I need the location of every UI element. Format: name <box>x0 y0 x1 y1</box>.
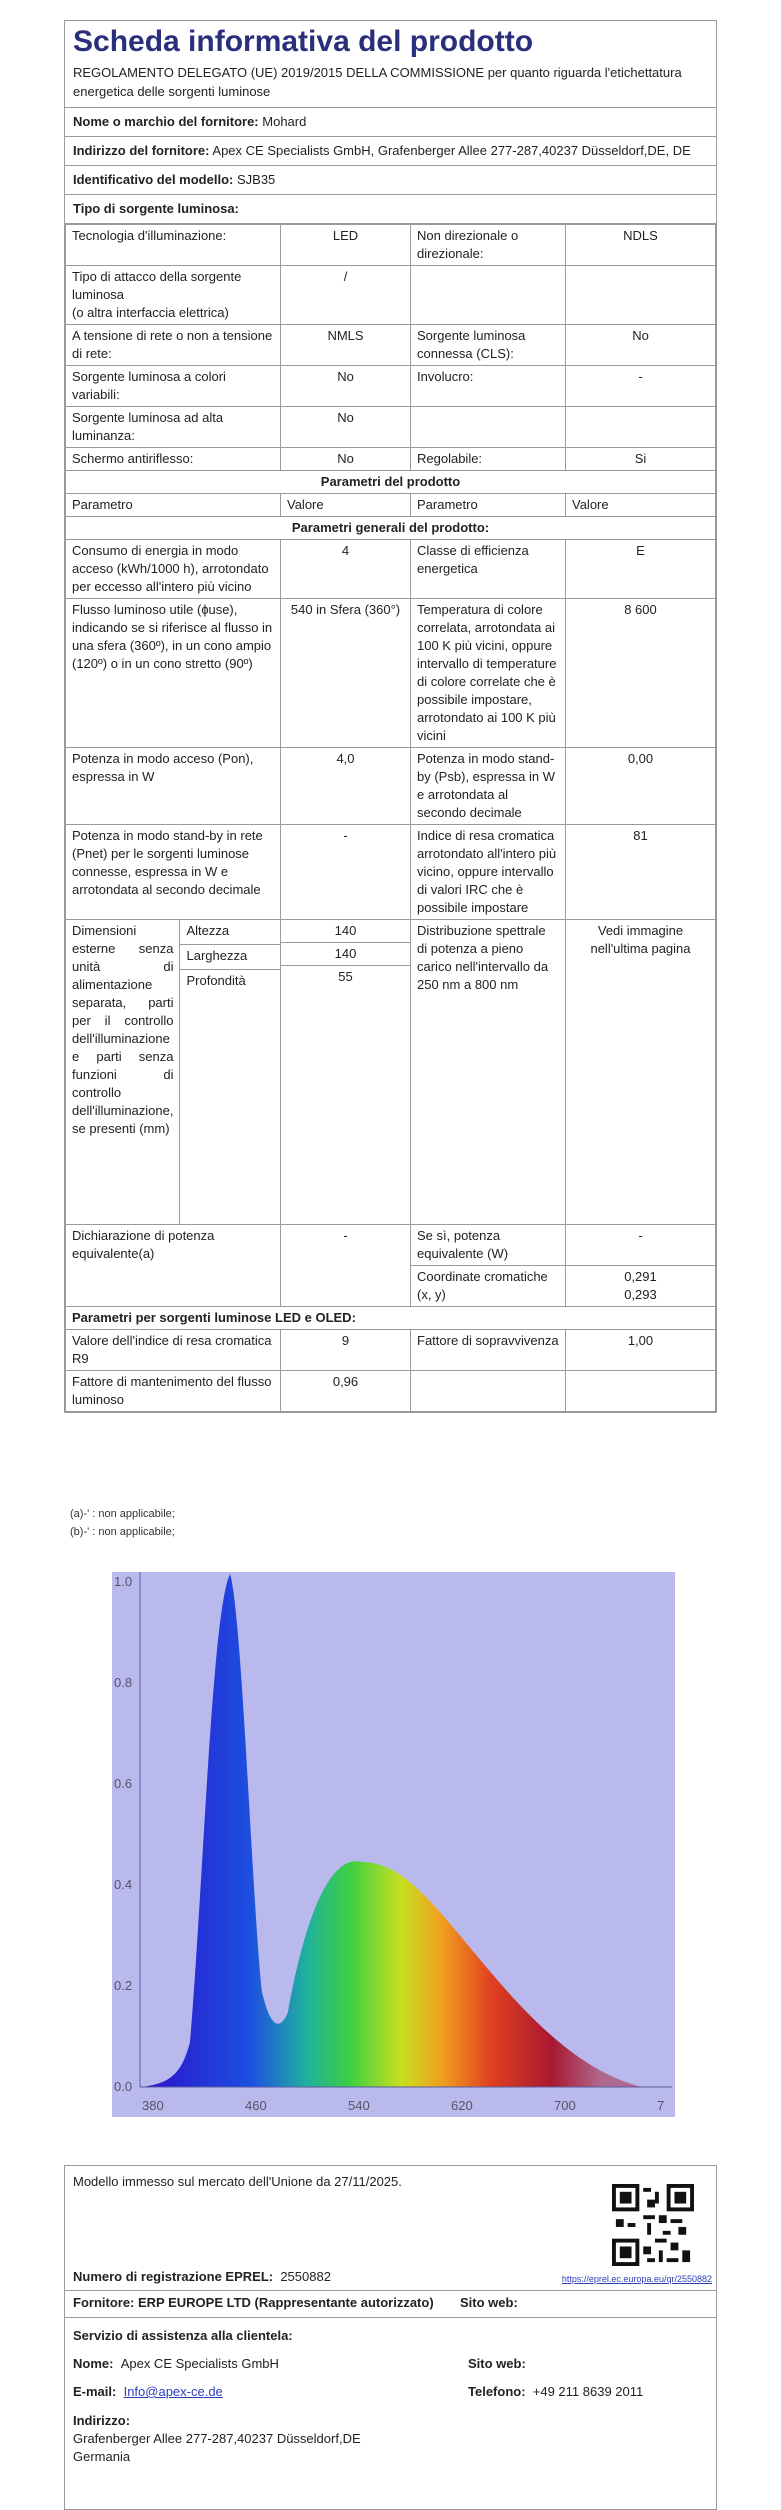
table-row <box>66 448 716 471</box>
param-value: 540 in Sfera (360°) <box>281 599 411 748</box>
table-row <box>66 599 716 748</box>
table-row <box>66 1330 716 1371</box>
param-value: No <box>281 407 411 448</box>
param-label: Potenza in modo stand-by (Psb), espressa in W e arrotondata al secondo decimale <box>411 748 566 825</box>
email-link[interactable]: Info@apex-ce.de <box>123 2384 223 2399</box>
header-param: Parametro <box>66 494 281 517</box>
model-row: Identificativo del modello: SJB35 <box>65 166 716 195</box>
height-label: Altezza <box>180 920 280 944</box>
footnote-b: (b)-' : non applicabile; <box>70 1526 175 1538</box>
param-value: / <box>281 266 411 325</box>
param-label: Flusso luminoso utile (ɸuse), indicando se si riferisce al flusso in una sfera (360º), in un cono ampio (120º) o in un cono stretto (90º) <box>66 599 281 748</box>
param-label: Sorgente luminosa connessa (CLS): <box>411 325 566 366</box>
param-value: No <box>566 325 716 366</box>
param-value: 4,0 <box>281 748 411 825</box>
page-title: Scheda informativa del prodotto <box>73 25 534 58</box>
source-type-heading: Tipo di sorgente luminosa: <box>65 195 716 224</box>
param-value: 81 <box>566 825 716 920</box>
y-tick-label: 0.4 <box>114 1877 133 1892</box>
param-value: 8 600 <box>566 599 716 748</box>
spectral-value: Vedi immagine nell'ultima pagina <box>566 920 716 1225</box>
width-value: 140 <box>281 943 410 966</box>
table-row <box>66 407 716 448</box>
param-value: NMLS <box>281 325 411 366</box>
customer-service: Servizio di assistenza alla clientela: Nome: Apex CE Specialists GmbH Sito web: E-mail: Info@apex-ce.de Telefono: +49 211 8639 2011 Indirizzo: Grafenberger Allee 277-287,40237 Düsseldorf,DE Germania <box>65 2318 716 2470</box>
param-label: Tecnologia d'illuminazione: <box>66 225 281 266</box>
footnotes <box>70 1505 175 1541</box>
x-tick-label: 380 <box>142 2098 164 2113</box>
spectral-distribution-image <box>112 1572 675 2117</box>
param-value: Si <box>566 448 716 471</box>
param-value: 0,96 <box>281 1371 411 1412</box>
param-label: Involucro: <box>411 366 566 407</box>
param-label: Valore dell'indice di resa cromatica R9 <box>66 1330 281 1371</box>
equivalent-power-value: - <box>281 1225 411 1307</box>
param-value: No <box>281 448 411 471</box>
y-tick-label: 0.8 <box>114 1675 133 1690</box>
param-label: Schermo antiriflesso: <box>66 448 281 471</box>
param-value: NDLS <box>566 225 716 266</box>
x-tick-label: 540 <box>348 2098 370 2113</box>
chromaticity-value: 0,291 0,293 <box>566 1266 716 1307</box>
eprel-reg: Numero di registrazione EPREL: 2550882 <box>73 2269 331 2284</box>
market-date: Modello immesso sul mercato dell'Unione da 27/11/2025. <box>73 2174 402 2189</box>
param-value: LED <box>281 225 411 266</box>
table-row <box>66 266 716 325</box>
y-tick-label: 0.0 <box>114 2079 133 2094</box>
depth-label: Profondità <box>186 973 246 988</box>
supplier-row: Nome o marchio del fornitore: Mohard <box>65 108 716 137</box>
dimensions-values <box>281 920 411 1225</box>
y-tick-label: 1.0 <box>114 1574 133 1589</box>
chromaticity-label: Coordinate cromatiche (x, y) <box>411 1266 566 1307</box>
table-row <box>66 366 716 407</box>
param-label: Regolabile: <box>411 448 566 471</box>
param-value: 9 <box>281 1330 411 1371</box>
x-tick-label: 460 <box>245 2098 267 2113</box>
address-row: Indirizzo del fornitore: Apex CE Specialists GmbH, Grafenberger Allee 277-287,40237 Düsseldorf,DE, DE <box>65 137 716 166</box>
address-block: Indirizzo: Grafenberger Allee 277-287,40237 Düsseldorf,DE Germania <box>73 2413 361 2464</box>
table-row <box>66 225 716 266</box>
width-label: Larghezza <box>180 944 280 969</box>
header-value: Valore <box>281 494 411 517</box>
section-led-params: Parametri per sorgenti luminose LED e OLED: <box>66 1307 716 1330</box>
depth-value: 55 <box>338 969 353 984</box>
section-general-params: Parametri generali del prodotto: <box>66 517 716 540</box>
equivalent-w-value: - <box>566 1225 716 1266</box>
table-row <box>66 325 716 366</box>
y-tick-label: 0.6 <box>114 1776 133 1791</box>
param-label: A tensione di rete o non a tensione di rete: <box>66 325 281 366</box>
param-label: Indice di resa cromatica arrotondato all'intero più vicino, oppure intervallo di valori IRC che è possibile impostare <box>411 825 566 920</box>
height-value: 140 <box>281 920 410 943</box>
footnote-a: (a)-' : non applicabile; <box>70 1508 175 1520</box>
table-row <box>66 748 716 825</box>
param-value <box>566 266 716 325</box>
technology-table <box>65 224 716 1412</box>
eprel-supplier-row: Fornitore: ERP EUROPE LTD (Rappresentante autorizzato) Sito web: <box>65 2291 716 2318</box>
param-value <box>566 1371 716 1412</box>
x-tick-label: 700 <box>554 2098 576 2113</box>
y-tick-label: 0.2 <box>114 1978 133 1993</box>
param-label: Sorgente luminosa ad alta luminanza: <box>66 407 281 448</box>
param-label: Temperatura di colore correlata, arrotondata ai 100 K più vicini, oppure intervallo di temperature di colore correlate che è possibile impostare, arrotondato ai 100 K più vicini <box>411 599 566 748</box>
param-label: Sorgente luminosa a colori variabili: <box>66 366 281 407</box>
table-row <box>66 540 716 599</box>
param-label: Consumo di energia in modo acceso (kWh/1000 h), arrotondato per eccesso all'intero più vicino <box>66 540 281 599</box>
dimensions-label: Dimensioni esterne senza unità di alimentazione separata, parti per il controllo dell'illuminazione e parti senza funzioni di controllo dell'illuminazione, se presenti (mm) <box>66 920 180 1224</box>
regulation-subtitle: REGOLAMENTO DELEGATO (UE) 2019/2015 DELLA COMMISSIONE per quanto riguarda l'etichettatura energetica delle sorgenti luminose <box>65 61 716 108</box>
param-value: - <box>281 825 411 920</box>
param-label: Classe di efficienza energetica <box>411 540 566 599</box>
param-label: Tipo di attacco della sorgente luminosa (o altra interfaccia elettrica) <box>66 266 281 325</box>
param-label <box>411 266 566 325</box>
param-value: - <box>566 366 716 407</box>
param-value: 1,00 <box>566 1330 716 1371</box>
param-label: Fattore di sopravvivenza <box>411 1330 566 1371</box>
param-value: No <box>281 366 411 407</box>
table-row <box>66 825 716 920</box>
param-label <box>411 407 566 448</box>
param-value: 0,00 <box>566 748 716 825</box>
param-value: 4 <box>281 540 411 599</box>
eprel-top <box>65 2166 716 2291</box>
param-value <box>566 407 716 448</box>
header-value: Valore <box>566 494 716 517</box>
x-tick-label: 7 <box>657 2098 665 2113</box>
param-label <box>411 1371 566 1412</box>
equivalent-power-label: Dichiarazione di potenza equivalente(a) <box>66 1225 281 1307</box>
x-tick-label: 620 <box>451 2098 473 2113</box>
param-label: Potenza in modo acceso (Pon), espressa in W <box>66 748 281 825</box>
eprel-box <box>64 2165 717 2510</box>
param-label: Non direzionale o direzionale: <box>411 225 566 266</box>
param-label: Potenza in modo stand-by in rete (Pnet) per le sorgenti luminose connesse, espressa in W e arrotondata al secondo decimale <box>66 825 281 920</box>
eprel-link[interactable]: https://eprel.ec.europa.eu/qr/2550882 <box>561 2274 712 2284</box>
dimensions-cell <box>66 920 281 1225</box>
product-info-sheet <box>64 20 717 1413</box>
equivalent-w-label: Se sì, potenza equivalente (W) <box>411 1225 566 1266</box>
table-row <box>66 1371 716 1412</box>
qr-code-icon <box>612 2184 694 2266</box>
spectral-label: Distribuzione spettrale di potenza a pieno carico nell'intervallo da 250 nm a 800 nm <box>411 920 566 1225</box>
header-param: Parametro <box>411 494 566 517</box>
param-label: Fattore di mantenimento del flusso luminoso <box>66 1371 281 1412</box>
section-product-params: Parametri del prodotto <box>66 471 716 494</box>
param-value: E <box>566 540 716 599</box>
